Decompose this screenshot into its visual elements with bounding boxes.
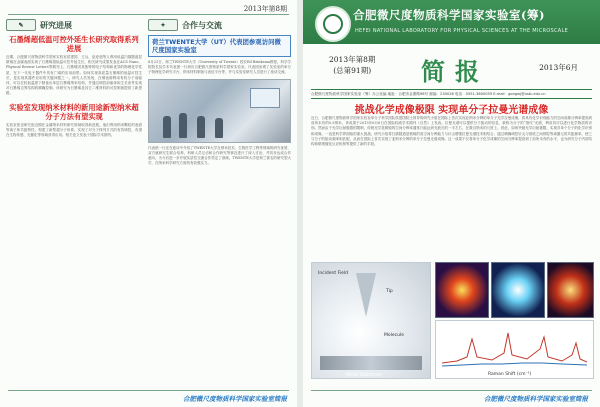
nanomaterial-headline: 实验室发现纳米材料的新用途新型纳米超分子方法有望实现 xyxy=(9,102,139,121)
twente-visit-box xyxy=(148,35,291,57)
right-bottom-rule xyxy=(311,390,592,391)
left-bottom-rule xyxy=(8,390,289,391)
incident-field-label: Incident Field xyxy=(318,271,348,276)
issue-info xyxy=(329,54,375,76)
raman-spectrum-chart xyxy=(435,320,594,379)
figure-panel xyxy=(311,262,592,377)
masthead-subtitle: HEFEI NATIONAL LABORATORY FOR PHYSICAL SCIENCES AT THE MICROSCALE xyxy=(355,28,569,34)
issue-date: 2013年6月 xyxy=(539,63,578,72)
stm-tip-shape xyxy=(356,273,376,317)
spectrum-line xyxy=(442,327,587,368)
research-progress-label: 研究进展 xyxy=(40,19,72,30)
research-progress-section xyxy=(6,18,142,32)
twente-article-body: 6月21日，荷兰TWENTE大学（University of Twente）校长Ed Brinksma教授、科学学院院长及学术代表团一行到访合肥微尺度物质科学国家实验室。代表团参观了实验室的单分子物理化学研究平台、纳米材料制备与表征平台等，并与实验室研究人员进行了座谈交流。 xyxy=(148,60,291,75)
cooperation-label: 合作与交流 xyxy=(182,19,222,30)
chart-x-label: Raman Shift (cm⁻¹) xyxy=(488,372,532,377)
cooperation-column xyxy=(148,18,291,385)
left-page xyxy=(0,0,298,407)
left-issue-label: 2013年第8期 xyxy=(243,5,287,13)
delegation-photo xyxy=(148,79,291,143)
masthead-title: 合肥微尺度物质科学国家实验室(筹) xyxy=(353,8,545,22)
issue-number: 2013年第8期 xyxy=(329,55,376,64)
right-page xyxy=(303,0,600,407)
photo-person xyxy=(215,118,223,138)
molecule-label: Molecule xyxy=(384,333,404,338)
left-footer: 合肥微尺度物质科学国家实验室简报 xyxy=(183,395,287,403)
bulletin-title: 简报 xyxy=(421,57,489,86)
graphene-headline: 石墨烯超低温可控外延生长研究取得系列进展 xyxy=(9,35,139,53)
raman-map-image xyxy=(491,262,545,318)
research-progress-column xyxy=(6,18,142,385)
graphene-article-body: 近期，合肥微尺度物质科学国家实验室侯建国、王兵、赵爱迪等人利用低温扫描隧道显微镜在金属表面实现了石墨烯超低温可控外延生长，相关研究成果发表在ACS Nano、Physical Review Letters等期刊上。石墨烯因其独特的电子结构和优异的物理化学性质，在下一代电子器件中具有广阔的应用前景。如何实现高质量石墨烯的低温可控生长，是实现其器件应用的关键问题之一。研究人员发现，在铜表面利用有机分子前驱体，可以在较低温度下制备出单层石墨烯纳米结构，并通过调控前驱体和生长条件实现对石墨烯边界结构的精确控制。该研究为石墨烯及其它二维材料的可控制备提供了新思路。 xyxy=(6,55,142,96)
substrate-label: Metal Substrate xyxy=(346,373,382,378)
total-issue: (总第91期) xyxy=(333,66,372,75)
masthead-banner xyxy=(303,0,600,44)
tip-enhanced-raman-schematic xyxy=(311,262,431,379)
lab-logo-icon xyxy=(315,6,351,42)
raman-article-body: 近日，合肥微尺度物质科学国家实验室单分子科学团队侯建国院士领导的研究小组在国际上首次实现亚纳米分辨的单分子光学拉曼成像，将具有化学识别能力的空间成像分辨率提高到前所未有的0.5纳米。该成果于2013年6月6日在国际权威学术期刊《自然》上发表。拉曼光谱可以提供分子振动的信息，被称为分子的“指纹”光谱，利用其可以进行化学物质的识别。然而由于光学衍射极限的限制，传统光学显微镜的空间分辨率通常只能达到光波长的一半左右，在数百纳米的尺度上。因此，如何突破光学衍射极限、实现对单个分子的化学识别和成像，一直是科学界面临的重大挑战。研究小组将扫描隧道显微镜的高空间分辨能力与针尖增强拉曼光谱技术相结合，通过精确调控针尖与基底之间纳腔等离激元的共振频率，使之与分子的振动频率相匹配，从而在国际上首次实现了亚纳米分辨的单分子拉曼光谱成像。这一成果不仅将单分子化学成像的空间分辨率提高到了前所未有的水平，也为研究分子内部结构和微观催化反应机制等提供了新的手段。 xyxy=(311,116,592,147)
tip-label: Tip xyxy=(386,289,393,294)
twente-visit-title: 荷兰TWENTE大学（UT）代表团参观访问微尺度国家实验室 xyxy=(152,38,281,54)
photo-person xyxy=(197,116,205,138)
photo-display-screen xyxy=(250,88,280,108)
issue-row xyxy=(303,48,600,92)
raman-map-image xyxy=(547,262,594,318)
left-top-rule xyxy=(8,14,289,15)
raman-map-image xyxy=(435,262,489,318)
raman-headline: 挑战化学成像极限 实现单分子拉曼光谱成像 xyxy=(354,105,549,116)
handshake-icon: ✦ xyxy=(148,19,178,31)
twente-article-body-continued: 代表团一行还在座谈中介绍了TWENTE大学在纳米技术、生物医学工程等领域的研究优势，双方就研究生联合培养、科研人员互访和合作研究等事宜进行了深入讨论，并初步达成合作意向，为今后进一步开展实质性交流合作奠定了基础。TWENTE大学是荷兰著名的研究型大学，在纳米科学研究方面具有较强实力。 xyxy=(148,145,291,166)
metal-substrate-shape xyxy=(320,356,422,370)
publisher-info-bar: 合肥微尺度物质科学国家实验室（筹）办公室编 地址：合肥市金寨路96号 邮编：230026 电话：0551-3600059 E-mail：gongwj@ustc.edu.cn xyxy=(311,89,592,99)
book-icon: ✎ xyxy=(6,19,36,31)
cooperation-section xyxy=(148,18,291,32)
right-footer: 合肥微尺度物质科学国家实验室简报 xyxy=(484,395,588,403)
photo-person xyxy=(179,113,187,138)
nanomaterial-article-body: 实验室张忠研究组近期在金属纳米材料研究领域取得新进展。他们利用纳米颗粒的表面等离子体共振特性，构建了新型超分子体系，实现了对分子排列方式的有效调控，有望在生物传感、光催化等领域获得应用。相关论文发表于国际学术期刊。 xyxy=(6,122,142,138)
photo-person xyxy=(163,116,171,138)
